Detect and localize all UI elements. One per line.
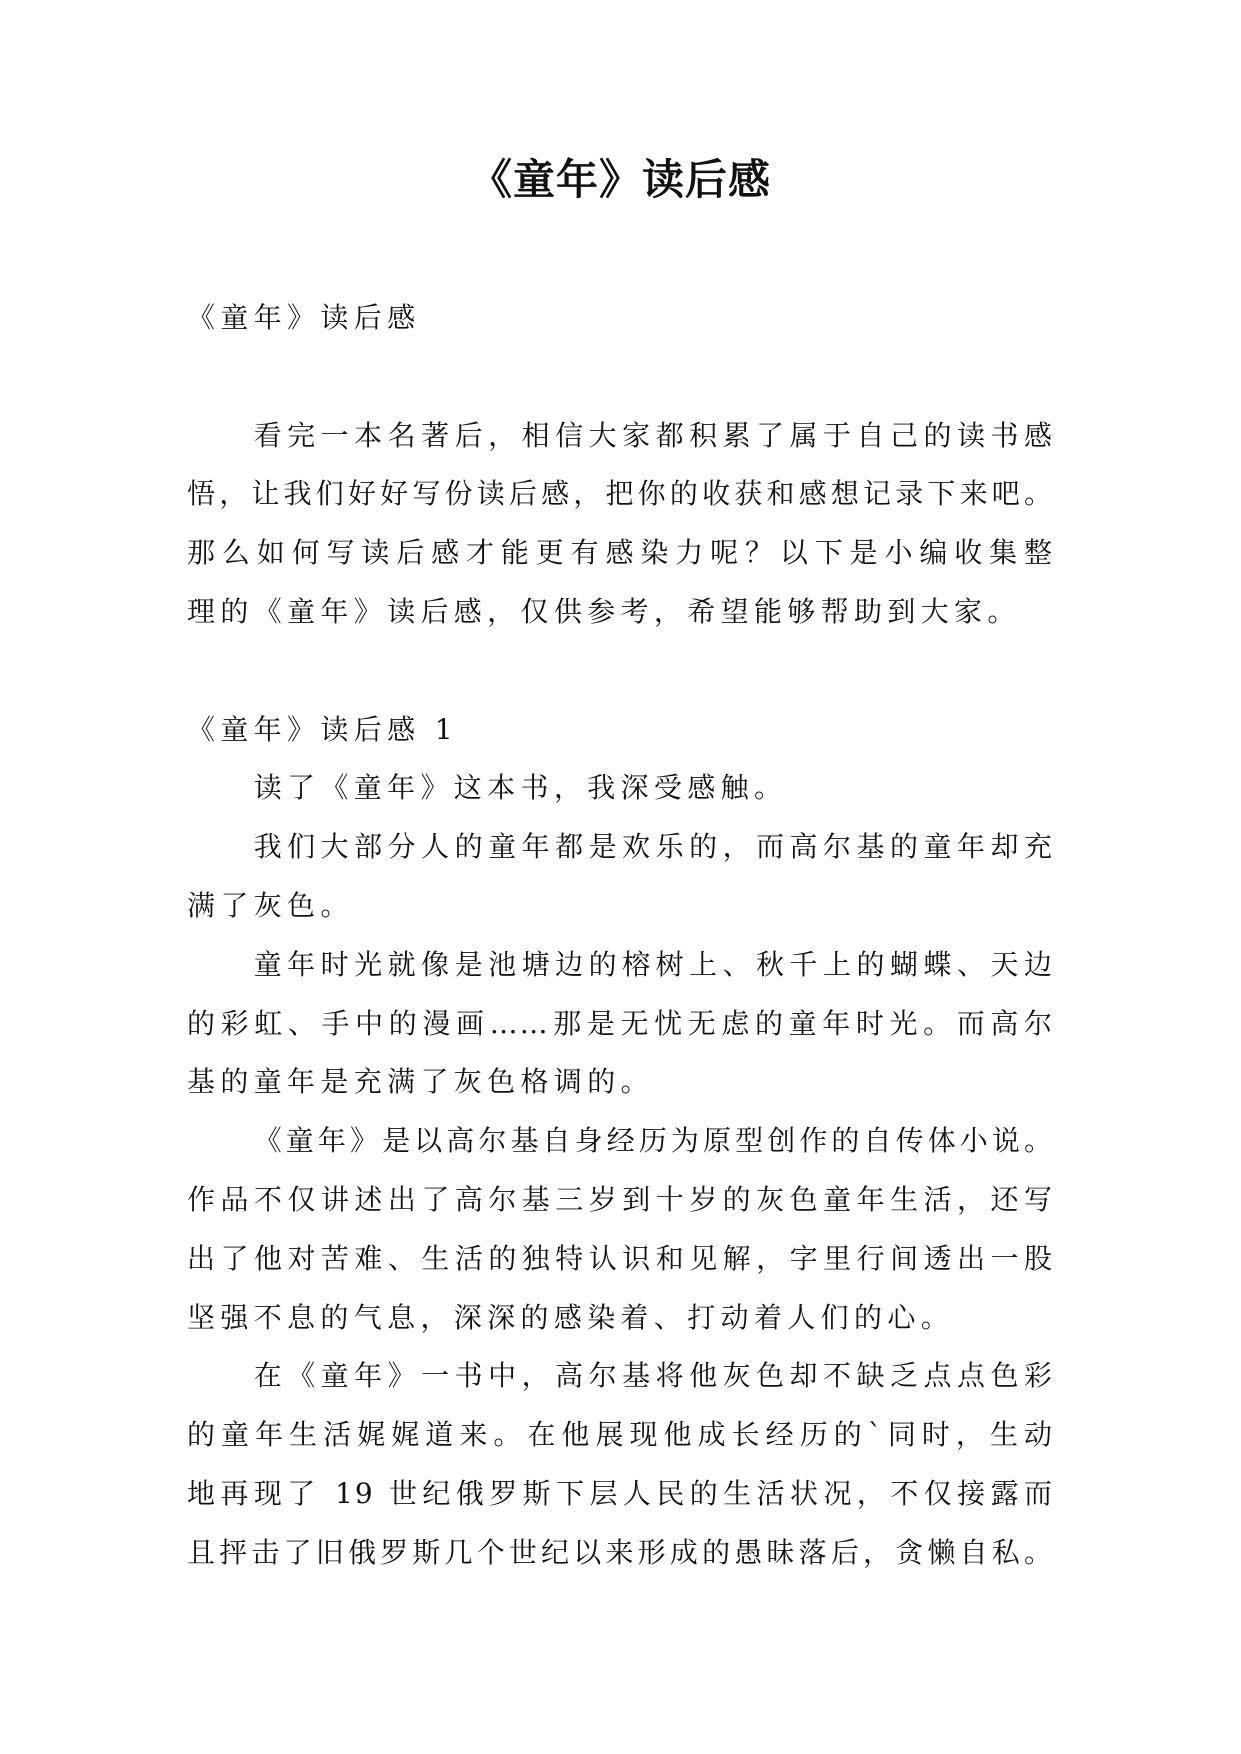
paragraph-line: 出了他对苦难、生活的独特认识和见解，字里行间透出一股 (187, 1241, 1054, 1275)
paragraph-line: 地再现了 19 世纪俄罗斯下层人民的生活状况，不仅接露而 (187, 1476, 1054, 1510)
blank-line (187, 348, 1054, 407)
paragraph-line: 《童年》是以高尔基自身经历为原型创作的自传体小说。 (253, 1124, 1054, 1158)
paragraph-line: 的童年生活娓娓道来。在他展现他成长经历的`同时，生动 (187, 1418, 1054, 1452)
paragraph (187, 1347, 1054, 1582)
paragraph-line: 读了《童年》这本书，我深受感触。 (253, 771, 788, 805)
intro-paragraph (187, 407, 1054, 642)
document-body (187, 289, 1054, 1689)
paragraph-line: 的彩虹、手中的漫画……那是无忧无虑的童年时光。而高尔 (187, 1006, 1054, 1040)
paragraph-line: 坚强不息的气息，深深的感染着、打动着人们的心。 (187, 1300, 955, 1334)
section-heading: 《童年》读后感 1 (187, 712, 458, 746)
paragraph-line: 在《童年》一书中，高尔基将他灰色却不缺乏点点色彩 (253, 1359, 1054, 1393)
paragraph-line: 基的童年是充满了灰色格调的。 (187, 1065, 654, 1099)
paragraph-line: 且抨击了旧俄罗斯几个世纪以来形成的愚昧落后，贪懒自私。 (187, 1535, 1054, 1569)
blank-line (187, 642, 1054, 701)
paragraph (187, 818, 1054, 936)
paragraph-line: 满了灰色。 (187, 888, 354, 922)
paragraph (187, 1112, 1054, 1347)
paragraph-line: 悟，让我们好好写份读后感，把你的收获和感想记录下来吧。 (187, 477, 1054, 511)
paragraph-line: 那么如何写读后感才能更有感染力呢？以下是小编收集整 (187, 536, 1054, 570)
document-subtitle: 《童年》读后感 (187, 301, 421, 334)
paragraph (187, 759, 1054, 818)
paragraph-line: 我们大部分人的童年都是欢乐的，而高尔基的童年却充 (253, 830, 1054, 864)
paragraph-line: 看完一本名著后，相信大家都积累了属于自己的读书感 (253, 418, 1054, 452)
section-1 (187, 701, 1054, 1583)
paragraph-line: 作品不仅讲述出了高尔基三岁到十岁的灰色童年生活，还写 (187, 1182, 1054, 1216)
paragraph-line: 童年时光就像是池塘边的榕树上、秋千上的蝴蝶、天边 (253, 947, 1054, 981)
page-title: 《童年》读后感 (469, 155, 771, 204)
paragraph (187, 936, 1054, 1112)
paragraph-line: 理的《童年》读后感，仅供参考，希望能够帮助到大家。 (187, 594, 1021, 628)
